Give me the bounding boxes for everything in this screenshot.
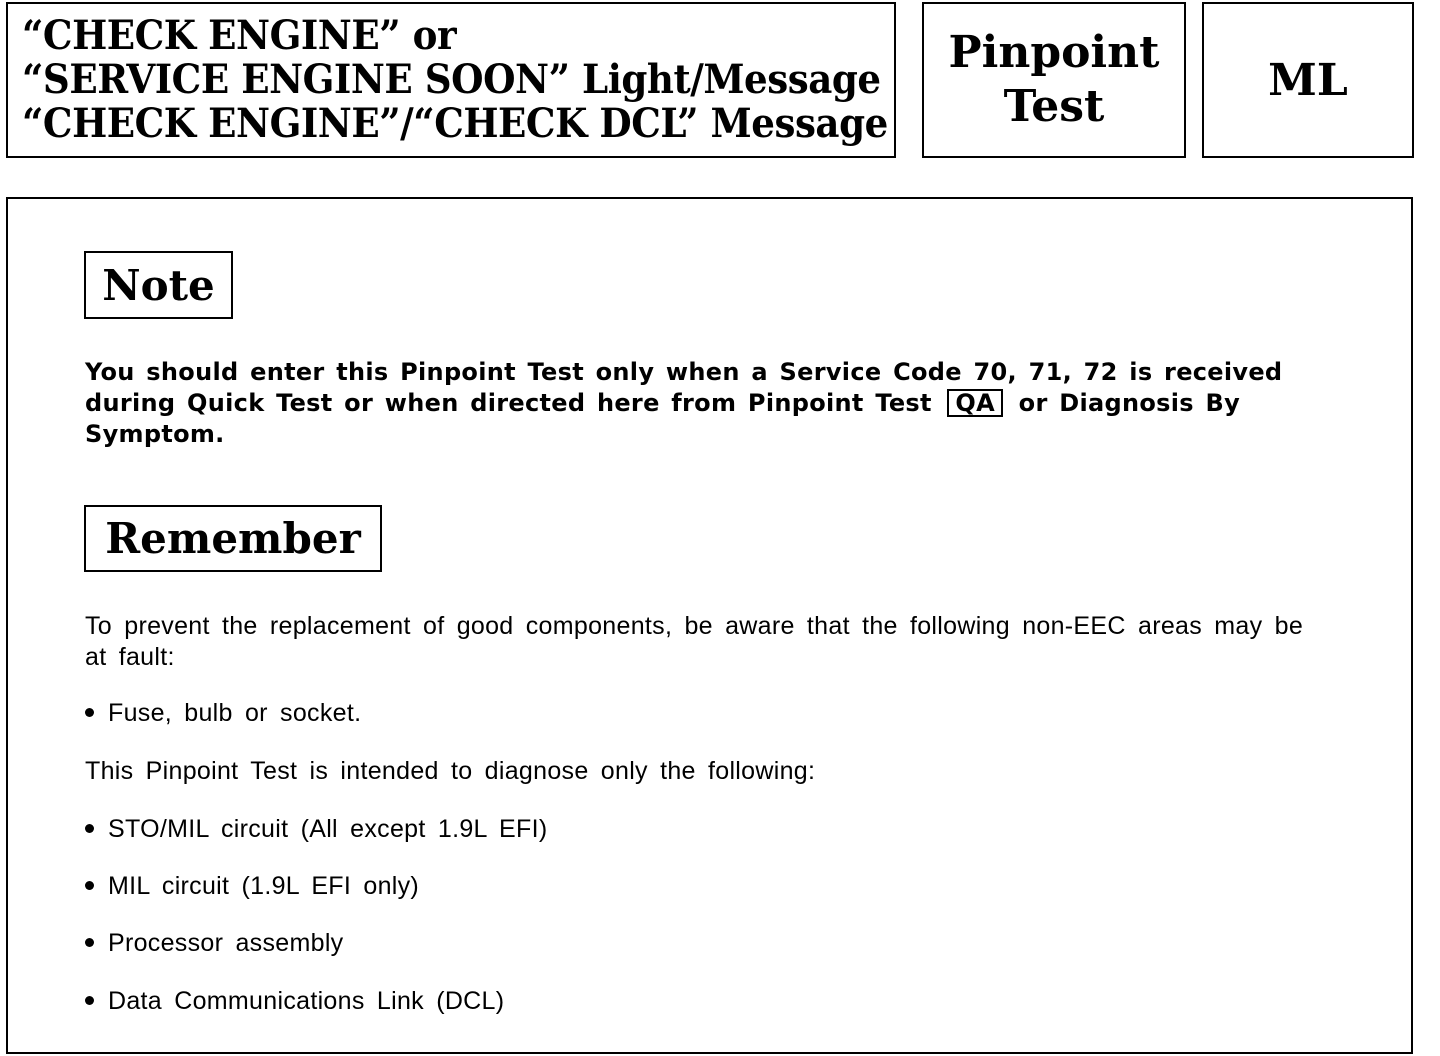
test-code: ML [1268, 54, 1348, 106]
main-content-box [6, 197, 1413, 1054]
bullet-icon [85, 996, 94, 1005]
list-item [85, 814, 547, 845]
note-text-after: or Diagnosis By Symptom. [85, 389, 1241, 448]
list-item-text: Fuse, bulb or socket. [108, 699, 362, 727]
list-item-text: STO/MIL circuit (All except 1.9L EFI) [108, 815, 548, 843]
bullet-icon [85, 824, 94, 833]
note-paragraph [85, 357, 1305, 450]
title-line-2: “SERVICE ENGINE SOON” Light/Message [22, 56, 881, 103]
remember-heading-text: Remember [105, 514, 361, 563]
list-item [85, 871, 419, 902]
list-item-text: Processor assembly [108, 929, 344, 957]
test-label: Test [1003, 81, 1105, 132]
note-heading-text: Note [102, 260, 215, 310]
note-text-before: You should enter this Pinpoint Test only when a Service Code 70, 71, 72 is received during Quick Test or when directed here from Pinpoint Test [85, 358, 1283, 417]
pinpoint-test-label-box [922, 2, 1186, 158]
diagnose-intro-paragraph: This Pinpoint Test is intended to diagnose only the following: [85, 757, 816, 785]
bullet-icon [85, 938, 94, 947]
list-item [85, 928, 343, 959]
remember-heading [84, 505, 382, 572]
list-item [85, 698, 361, 729]
remember-intro-paragraph: To prevent the replacement of good components, be aware that the following non-EEC areas may be at fault: [85, 612, 1304, 671]
pinpoint-label: Pinpoint [948, 27, 1160, 78]
title-line-3: “CHECK ENGINE”/“CHECK DCL” Message [22, 100, 888, 147]
bullet-icon [85, 708, 94, 717]
list-item [85, 986, 504, 1017]
note-heading [84, 251, 233, 319]
title-line-1: “CHECK ENGINE” or [22, 12, 457, 59]
list-item-text: Data Communications Link (DCL) [108, 987, 505, 1015]
title-box [6, 2, 896, 158]
bullet-icon [85, 881, 94, 890]
list-item-text: MIL circuit (1.9L EFI only) [108, 872, 420, 900]
pinpoint-test-code-reference: QA [947, 389, 1003, 417]
test-code-box [1202, 2, 1414, 158]
